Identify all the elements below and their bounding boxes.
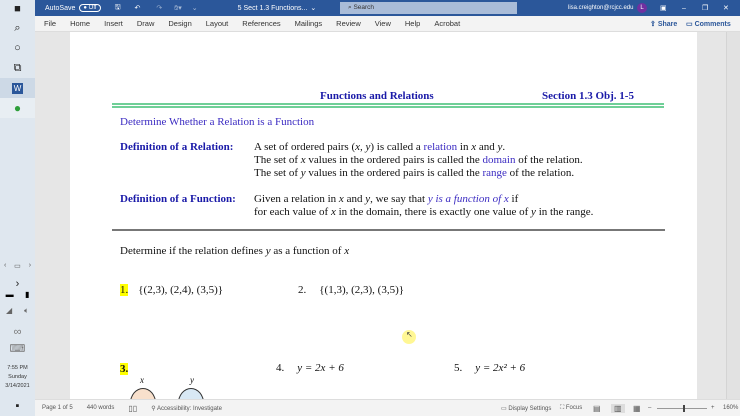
- windows-taskbar: [0, 0, 35, 416]
- autosave-state: Off: [88, 5, 97, 11]
- search-icon[interactable]: ⌕: [14, 21, 21, 34]
- avatar[interactable]: L: [637, 3, 647, 13]
- mapping-y-label: y: [190, 375, 194, 385]
- tab-references[interactable]: References: [242, 19, 281, 28]
- tab-home[interactable]: Home: [70, 19, 91, 28]
- display-icon: ▭: [501, 405, 507, 412]
- zoom-out-icon[interactable]: –: [648, 405, 652, 411]
- comments-label: Comments: [694, 20, 731, 28]
- customize-qat-icon[interactable]: ⌄: [191, 5, 198, 12]
- redo-icon[interactable]: ↷: [156, 5, 163, 12]
- problem-2: 2. {(1,3), (2,3), (3,5)}: [298, 284, 405, 296]
- mouse-pointer-icon: ↖: [406, 330, 413, 339]
- read-mode-icon[interactable]: ▯▯: [128, 403, 138, 413]
- domain-oval: [130, 388, 156, 399]
- tab-insert[interactable]: Insert: [104, 19, 123, 28]
- zoom-in-icon[interactable]: +: [711, 405, 715, 411]
- problem-5: 5. y = 2x² + 6: [454, 362, 526, 374]
- accessibility-icon: ⚲: [151, 405, 156, 412]
- keyboard-icon[interactable]: ⌨︎: [9, 342, 26, 355]
- share-label: Share: [657, 20, 678, 28]
- relation-label: Definition of a Relation:: [120, 141, 234, 153]
- title-bar: [35, 0, 740, 16]
- task-view-icon[interactable]: ⧉: [13, 61, 22, 74]
- share-button[interactable]: [650, 20, 677, 28]
- document-page[interactable]: [70, 32, 697, 399]
- problem-3: 3.: [120, 363, 129, 375]
- tab-review[interactable]: Review: [336, 19, 361, 28]
- time: 7:55 PM: [7, 365, 28, 371]
- link-icon[interactable]: ∞: [13, 326, 22, 338]
- tray-scroll[interactable]: ‹ ▭ ›: [3, 262, 32, 270]
- focus-button[interactable]: [560, 405, 582, 412]
- clock[interactable]: [0, 364, 35, 391]
- tab-acrobat[interactable]: Acrobat: [434, 19, 461, 28]
- close-icon[interactable]: ✕: [723, 5, 729, 12]
- battery-mic-icons[interactable]: ▬ ▮: [5, 290, 30, 299]
- chevron-up-icon[interactable]: ›: [15, 278, 20, 290]
- range-oval: [178, 388, 204, 399]
- display-settings-label: Display Settings: [508, 405, 552, 412]
- problem-4: 4. y = 2x + 6: [276, 362, 344, 374]
- function-definition: Given a relation in x and y, we say that y is a function of x if for each value of x in the domain, there is exactly one value of y in the range.: [254, 193, 594, 218]
- undo-icon[interactable]: ↶: [134, 5, 141, 12]
- date: 3/14/2021: [5, 383, 30, 389]
- tab-draw[interactable]: Draw: [136, 19, 155, 28]
- ribbon-display-icon[interactable]: ▣: [660, 5, 667, 12]
- problem-1: 1. {(2,3), (2,4), (3,5)}: [120, 284, 224, 296]
- vertical-scrollbar[interactable]: [726, 32, 740, 399]
- zoom-level[interactable]: 160%: [723, 405, 739, 411]
- section-divider: [112, 229, 665, 231]
- comment-icon: ▭: [686, 20, 693, 28]
- tab-layout[interactable]: Layout: [205, 19, 229, 28]
- minimize-icon[interactable]: –: [682, 4, 686, 12]
- touch-mode-icon[interactable]: ✋︎▾: [174, 4, 182, 12]
- save-icon[interactable]: 🖫︎: [114, 3, 121, 11]
- search-placeholder: Search: [353, 4, 375, 11]
- day: Sunday: [8, 374, 27, 380]
- tab-file[interactable]: File: [44, 19, 57, 28]
- ribbon-tabs: [35, 16, 740, 32]
- header-rule-bottom: [112, 106, 664, 108]
- green-app-icon[interactable]: ●: [0, 98, 35, 118]
- network-volume-icons[interactable]: ◢ 🔈︎: [6, 306, 29, 315]
- notification-icon[interactable]: ▪: [15, 400, 20, 412]
- instruction-prompt: Determine if the relation defines y as a function of x: [120, 245, 350, 257]
- focus-label: Focus: [565, 404, 583, 411]
- function-label: Definition of a Function:: [120, 193, 236, 205]
- autosave-label: AutoSave: [45, 4, 76, 12]
- autosave-toggle[interactable]: ● Off: [79, 4, 100, 12]
- word-count[interactable]: 440 words: [86, 405, 115, 411]
- header-title: Functions and Relations: [320, 90, 434, 102]
- print-layout-icon[interactable]: ▥: [611, 404, 625, 413]
- word-app-icon[interactable]: W: [0, 78, 35, 98]
- search-icon: ⌕: [348, 4, 352, 11]
- maximize-icon[interactable]: ❐: [702, 5, 709, 12]
- web-layout-icon[interactable]: ▦: [633, 403, 641, 413]
- read-mode-view-icon[interactable]: ▤: [593, 403, 601, 413]
- tab-help[interactable]: Help: [404, 19, 421, 28]
- relation-definition: A set of ordered pairs (x, y) is called a relation in x and y. The set of x values in the ordered pairs is called the domain of the relation. The set of y values in the ordered pairs is called the range of the relation.: [254, 141, 583, 179]
- cursor-highlight: [402, 330, 416, 344]
- cortana-icon[interactable]: ○: [14, 42, 21, 54]
- header-section: Section 1.3 Obj. 1-5: [542, 90, 634, 102]
- zoom-slider[interactable]: [657, 408, 707, 409]
- accessibility-button[interactable]: [151, 405, 222, 412]
- page-count[interactable]: Page 1 of 5: [42, 405, 73, 411]
- document-title[interactable]: 5 Sect 1.3 Functions...: [237, 4, 308, 12]
- zoom-slider-thumb[interactable]: [683, 405, 685, 412]
- tab-view[interactable]: View: [374, 19, 391, 28]
- tab-mailings[interactable]: Mailings: [294, 19, 323, 28]
- comments-button[interactable]: [686, 20, 731, 28]
- document-canvas[interactable]: [35, 32, 740, 399]
- focus-icon: ⛶: [560, 404, 565, 411]
- chevron-down-icon[interactable]: ⌄: [310, 5, 317, 12]
- share-icon: ⇪: [650, 20, 656, 28]
- tab-design[interactable]: Design: [168, 19, 192, 28]
- user-email[interactable]: lisa.creighton@rcjcc.edu: [568, 5, 634, 11]
- subtitle: Determine Whether a Relation is a Function: [120, 116, 315, 128]
- accessibility-label: Accessibility: Investigate: [156, 405, 222, 412]
- display-settings-button[interactable]: [501, 405, 551, 412]
- windows-start-icon[interactable]: ■: [14, 3, 21, 15]
- status-bar: [35, 399, 740, 416]
- search-input[interactable]: [340, 2, 517, 14]
- header-rule-top: [112, 103, 664, 105]
- mapping-x-label: x: [140, 375, 144, 385]
